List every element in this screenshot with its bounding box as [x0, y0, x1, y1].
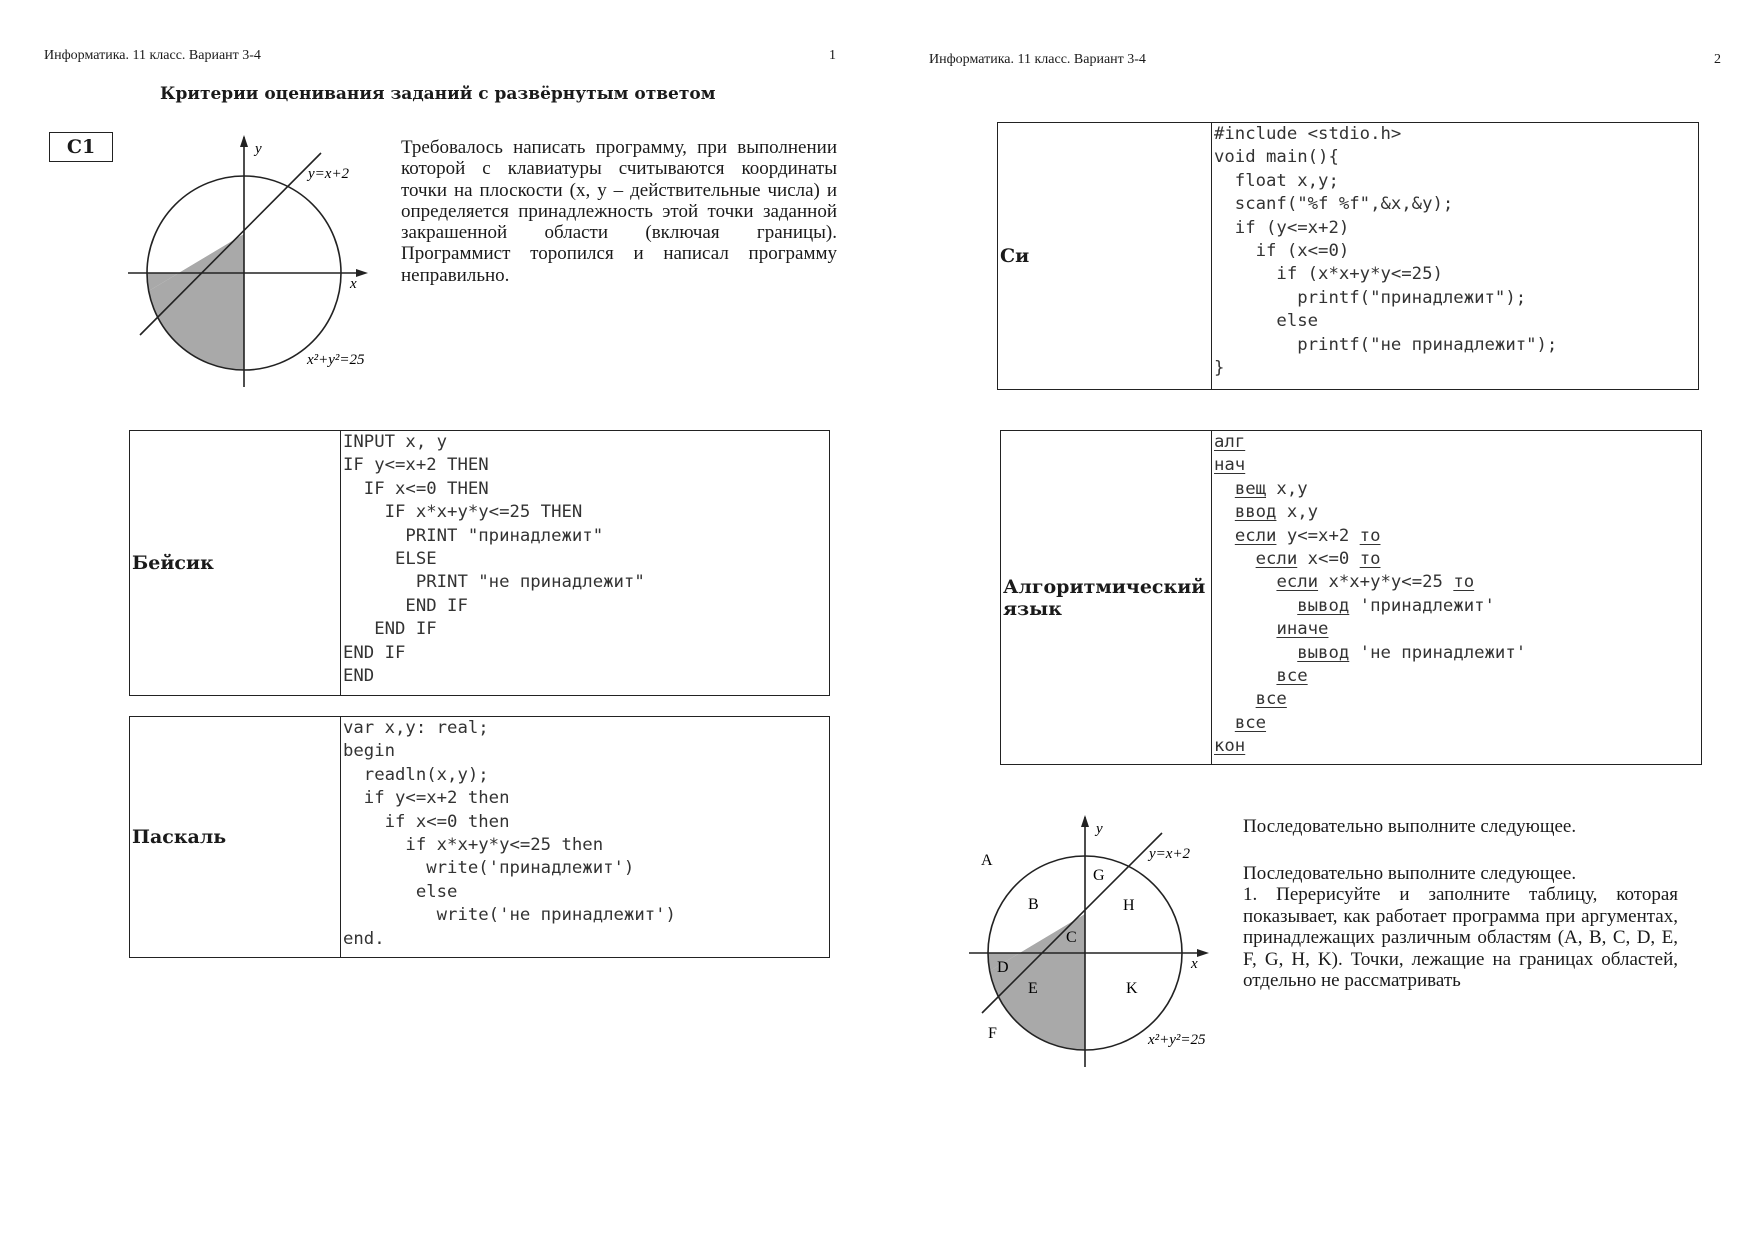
code-line: scanf("%f %f",&x,&y); — [1214, 194, 1454, 215]
page2-number: 2 — [1714, 52, 1721, 67]
algo-code-table — [1000, 430, 1702, 765]
code-line — [1214, 571, 1701, 594]
keyword-vvod: ввод — [1234, 502, 1277, 523]
code-line — [1214, 501, 1701, 524]
keyword-vyvod: вывод — [1297, 642, 1350, 663]
algo-label-line2: язык — [1003, 597, 1062, 620]
circle-label: x²+y²=25 — [1148, 1032, 1206, 1048]
instructions-item1: 1. Перерисуйте и заполните таблицу, которая показывает, как работает программа при аргументах, принадлежащих различным областям (A, B, C, D, E, F, G, H, K). Точки, лежащие на границах областей, отдельно не рассматривать — [1243, 884, 1678, 991]
keyword-esli: если — [1255, 549, 1298, 570]
keyword-vse: все — [1255, 689, 1287, 710]
page2-header: Информатика. 11 класс. Вариант 3-4 — [929, 52, 1146, 67]
code-line: write('принадлежит') — [343, 858, 635, 879]
x-axis-label: x — [1191, 956, 1198, 972]
code-line: float x,y; — [1214, 170, 1339, 191]
instructions-repeat: Последовательно выполните следующее. — [1243, 862, 1577, 884]
keyword-to: то — [1359, 549, 1381, 570]
keyword-alg: алг — [1214, 432, 1246, 452]
code-text: x,y — [1266, 478, 1308, 499]
code-line: END — [343, 666, 375, 687]
page1-number: 1 — [829, 48, 836, 63]
code-line: readln(x,y); — [343, 764, 489, 785]
code-line — [1214, 735, 1701, 758]
code-text: y<=x+2 — [1276, 525, 1360, 546]
code-line — [1214, 595, 1701, 618]
page2-instructions — [1243, 816, 1678, 992]
instructions-intro: Последовательно выполните следующее. — [1243, 816, 1577, 837]
code-line: printf("не принадлежит"); — [1214, 334, 1558, 355]
task-description: Требовалось написать программу, при выполнении которой с клавиатуры считываются координаты точки на плоскости (x, y – действительные числа) и определяется принадлежность этой точки заданной закрашенной области (включая границы). Программист торопился и написал программу неправильно. — [401, 137, 837, 286]
basic-label: Бейсик — [130, 431, 341, 696]
keyword-nach: нач — [1214, 455, 1246, 476]
code-line: end. — [343, 928, 385, 949]
page1-title: Критерии оценивания заданий с развёрнутым ответом — [160, 84, 716, 104]
keyword-esli: если — [1276, 572, 1319, 593]
c-code-table — [997, 122, 1699, 390]
code-line: var x,y: real; — [343, 718, 489, 738]
algo-label — [1001, 431, 1212, 765]
code-line: printf("принадлежит"); — [1214, 287, 1527, 308]
keyword-to: то — [1453, 572, 1475, 593]
code-text: x<=0 — [1297, 549, 1360, 570]
code-line: IF x*x+y*y<=25 THEN — [343, 502, 583, 523]
keyword-vse: все — [1234, 712, 1267, 733]
code-line: INPUT x, y — [343, 432, 448, 452]
line-label: y=x+2 — [308, 166, 350, 182]
code-line: IF y<=x+2 THEN — [343, 455, 489, 476]
code-line: if (x<=0) — [1214, 241, 1350, 262]
code-line: if x*x+y*y<=25 then — [343, 835, 604, 856]
x-axis-label: x — [350, 276, 357, 292]
code-line: END IF — [343, 619, 437, 640]
code-text: x*x+y*y<=25 — [1318, 572, 1454, 593]
keyword-kon: кон — [1214, 736, 1246, 757]
code-line: else — [343, 881, 458, 902]
basic-code-table — [129, 430, 830, 696]
code-line: IF x<=0 THEN — [343, 478, 489, 499]
keyword-to: то — [1359, 525, 1381, 546]
keyword-esli: если — [1234, 525, 1277, 546]
region-label-e: E — [1028, 980, 1038, 997]
code-line — [1214, 431, 1701, 454]
code-line: PRINT "принадлежит" — [343, 525, 604, 546]
region-label-g: G — [1093, 867, 1105, 884]
code-line — [1214, 454, 1701, 477]
line-label: y=x+2 — [1149, 846, 1191, 862]
pascal-label: Паскаль — [130, 717, 341, 958]
code-line: write('не принадлежит') — [343, 905, 676, 926]
figure-regions-plot — [966, 815, 1226, 1070]
code-line: END IF — [343, 642, 406, 663]
code-line: ELSE — [343, 549, 437, 570]
region-label-b: B — [1028, 896, 1039, 913]
keyword-inache: иначе — [1276, 619, 1329, 640]
code-line: PRINT "не принадлежит" — [343, 572, 645, 593]
code-line — [1214, 478, 1701, 501]
code-line: void main(){ — [1214, 147, 1339, 168]
y-axis-label: y — [255, 141, 262, 157]
keyword-vse: все — [1276, 666, 1308, 687]
code-line: if x<=0 then — [343, 811, 510, 832]
code-line: begin — [343, 741, 396, 762]
code-line — [1214, 712, 1701, 735]
region-label-h: H — [1123, 897, 1135, 914]
code-line — [1214, 548, 1701, 571]
code-text: 'не принадлежит' — [1349, 642, 1527, 663]
algo-label-line1: Алгоритмический — [1003, 575, 1206, 598]
page1-header: Информатика. 11 класс. Вариант 3-4 — [44, 48, 261, 63]
code-line: else — [1214, 311, 1319, 332]
pascal-code-table — [129, 716, 830, 958]
region-label-a: A — [981, 852, 993, 869]
keyword-vesch: вещ — [1234, 478, 1267, 499]
code-line — [1214, 618, 1701, 641]
code-line — [1214, 642, 1701, 665]
code-line: } — [1214, 358, 1225, 379]
code-line: if y<=x+2 then — [343, 788, 510, 809]
c-label: Си — [998, 123, 1212, 390]
code-line: if (y<=x+2) — [1214, 217, 1350, 238]
code-line: #include <stdio.h> — [1214, 124, 1402, 144]
code-line — [1214, 665, 1701, 688]
task-label: С1 — [49, 132, 113, 162]
region-label-k: K — [1126, 980, 1138, 997]
region-label-d: D — [997, 959, 1009, 976]
code-line — [1214, 525, 1701, 548]
region-label-f: F — [988, 1025, 997, 1042]
keyword-vyvod: вывод — [1297, 595, 1350, 616]
pascal-code — [341, 717, 830, 958]
basic-code — [341, 431, 830, 696]
code-line — [1214, 688, 1701, 711]
code-line: END IF — [343, 595, 468, 616]
code-text: x,y — [1276, 502, 1319, 523]
code-line: if (x*x+y*y<=25) — [1214, 264, 1443, 285]
circle-label: x²+y²=25 — [307, 352, 365, 368]
figure-region-plot — [120, 135, 380, 390]
y-axis-label: y — [1096, 821, 1103, 837]
code-text: 'принадлежит' — [1349, 595, 1495, 616]
algo-code — [1212, 431, 1702, 765]
region-label-c: C — [1066, 929, 1077, 946]
c-code — [1212, 123, 1699, 390]
